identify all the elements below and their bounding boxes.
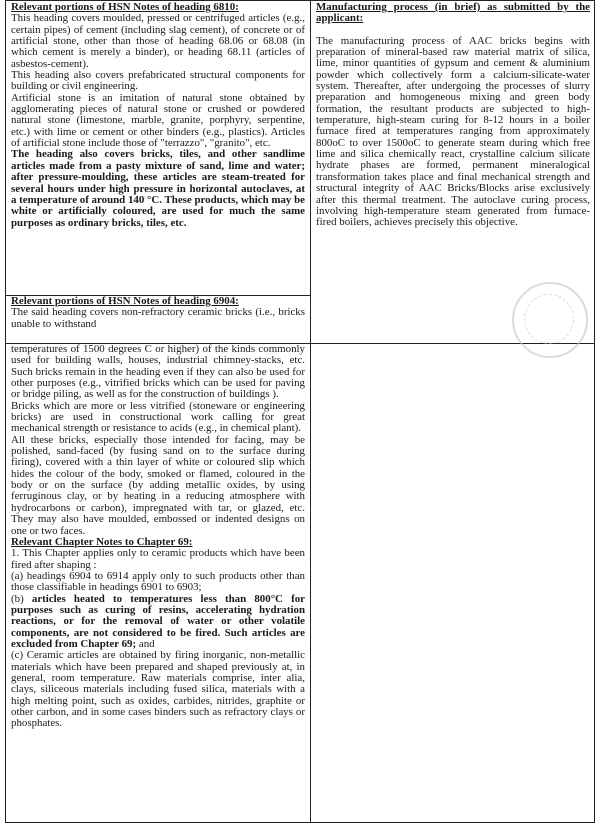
chapter-69-note-b (11, 594, 305, 651)
official-seal-icon (512, 282, 588, 358)
hsn-6904-continued-cell (6, 343, 310, 823)
manufacturing-para: The manufacturing process of AAC bricks begins with preparation of mineral-based raw material matrix of silica, lime, minor quantities of gypsum and cement & aluminium powder which collectively form a calcium-silicate-water system. Thereafter, after undergoing the processes of slurry preparation and homogeneous mixing and green body formation, the resultant products are subjected to high-temperature, high-steam curing for 8-12 hours in a boiler furnace fired at temperatures ranging from approximately 800oC to over 1500oC to generate steam during which free lime and silica chemically react, crystalline calcium silicate hydrate phases are formed, permanent mineralogical transformation takes place and final mechanical strength and structural integrity of AAC Bricks/Blocks arise exclusively after this thermal treatment. The autoclave curing process, involving high-temperature steam generated from furnace-fired boilers, achieves precisely this objective. (316, 34, 590, 229)
hsn-6904-para-1: The said heading covers non-refractory ceramic bricks (i.e., bricks unable to withstand (11, 306, 305, 330)
chapter-69-note-a: (a) headings 6904 to 6914 apply only to such products other than those classifiable in headings 6901 to 6903; (11, 569, 305, 594)
chapter-69-note-1: 1. This Chapter applies only to ceramic products which have been fired after shaping : (11, 547, 305, 571)
note-b-suffix: and (136, 637, 155, 650)
hsn-6904-para-4: All these bricks, especially those intended for facing, may be polished, sand-faced (by fusing sand on to the surface during firing), covered with a thin layer of white or coloured slip which hides the colour of the body, smoked or flamed, coloured in the body or on the surface (by adding metallic oxides, by using ferruginous clay, or by heating in a reducing atmosphere with hydrocarbons or carbon), impregnated with tar, or glazed, etc. They may also have moulded, embossed or indented designs on one or two faces. (11, 433, 305, 537)
hsn-6810-para-3: Artificial stone is an imitation of natural stone obtained by agglomerating pieces of natural stone or crushed or powdered natural stone (limestone, marble, granite, porphyry, serpentine, etc.) with lime or cement or other binders (e.g., plastics). Articles of artificial stone include those of "terrazzo", "granito", etc. (11, 91, 305, 150)
hsn-6904-para-2: temperatures of 1500 degrees C or higher) of the kinds commonly used for building walls, houses, industrial chimney-stacks, etc. Such bricks remain in the heading even if they can also be used for other purposes (e.g., vitrified bricks which can be used for paving or bridge piling, as well as for the construction of buildings ). (11, 343, 305, 401)
manufacturing-heading: Manufacturing process (in brief) as submitted by the applicant: (316, 1, 590, 25)
hsn-6810-para-2: This heading also covers prefabricated structural components for building or civil engineering. (11, 69, 305, 93)
note-b-prefix: (b) (11, 592, 32, 605)
chapter-69-note-c: (c) Ceramic articles are obtained by firing inorganic, non-metallic materials which have been prepared and shaped previously at, in general, room temperature. Raw materials comprise, inter alia, clays, siliceous materials including fused silica, materials with a high melting point, such as oxides, carbides, nitrides, graphite or other carbon, and in some cases binders such as refractory clays or phosphates. (11, 649, 305, 730)
hsn-6904-para-3: Bricks which are more or less vitrified (stoneware or engineering bricks) are used in constructional work calling for great mechanical strength or resistance to acids (e.g., in chemical plant). (11, 399, 305, 435)
hsn-6904-cell (6, 295, 310, 343)
chapter-69-heading: Relevant Chapter Notes to Chapter 69: (11, 535, 193, 548)
note-b-bold: articles heated to temperatures less than 800°C for purposes such as curing of resins, accelerating hydration reactions, or for the removal of water or other volatile components, are not considered to be fired. Such articles are excluded from Chapter 69; (11, 592, 306, 650)
hsn-6810-para-4: The heading also covers bricks, tiles, and other sandlime articles made from a pasty mixture of sand, lime and water; after pressure-moulding, these articles are steam-treated for several hours under high pressure in horizontal autoclaves, at a temperature of around 140 °C. These products, which may be white or artificially coloured, are used for much the same purposes as ordinary bricks, tiles, etc. (11, 148, 305, 229)
empty-right-cell (311, 343, 595, 823)
hsn-6810-heading: Relevant portions of HSN Notes of heading 6810: (11, 1, 239, 13)
hsn-6810-para-1: This heading covers moulded, pressed or centrifuged articles (e.g., certain pipes) of cement (including slag cement), of concrete or of artificial stone, other than those of heading 68.06 or 68.08 (in which cement is merely a binder), or heading 68.11 (articles of asbestos-cement). (11, 12, 305, 70)
comparison-table (5, 0, 595, 823)
hsn-6810-cell (6, 1, 310, 295)
hsn-6904-heading: Relevant portions of HSN Notes of heading 6904: (11, 295, 239, 307)
